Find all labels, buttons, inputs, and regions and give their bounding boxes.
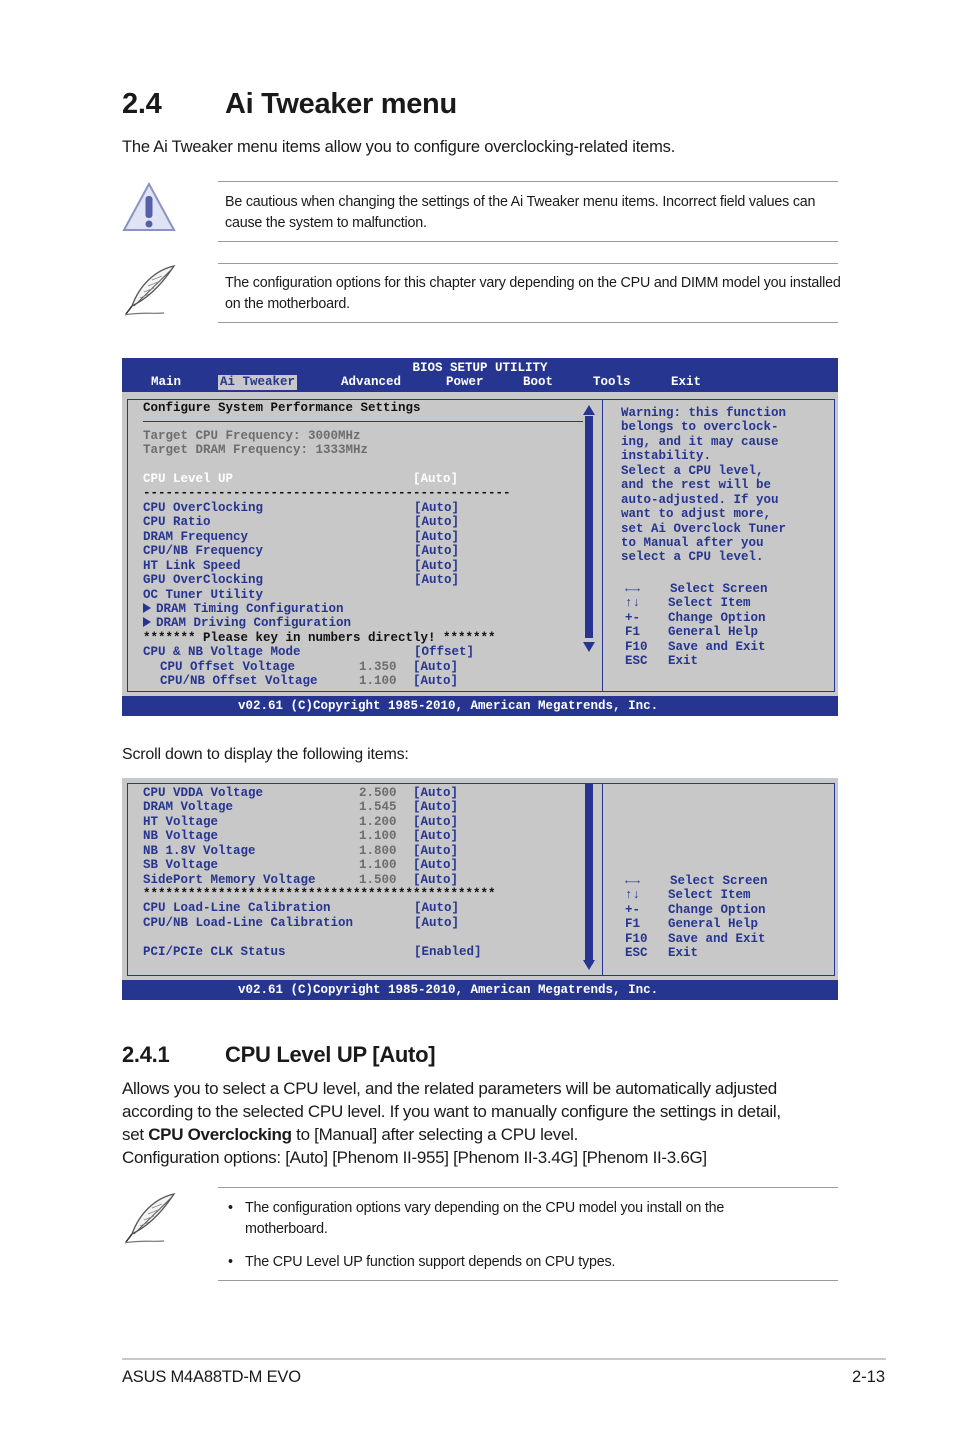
key-plus-minus: +- xyxy=(625,611,641,625)
help-line: instability. xyxy=(621,449,712,463)
cpu-load-line-value[interactable]: [Auto] xyxy=(414,901,460,915)
key-f1: F1 xyxy=(625,917,641,931)
key-desc: Select Item xyxy=(668,596,751,610)
submenu-dram-timing[interactable]: DRAM Timing Configuration xyxy=(143,602,344,617)
gpu-overclocking-label[interactable]: GPU OverClocking xyxy=(143,573,264,587)
key-desc: Save and Exit xyxy=(668,932,766,946)
dram-voltage-value[interactable]: [Auto] xyxy=(413,800,459,814)
bios-title: BIOS SETUP UTILITY xyxy=(412,361,548,375)
divider xyxy=(218,181,838,182)
panel-divider xyxy=(602,784,603,975)
help-line: select a CPU level. xyxy=(621,550,764,564)
help-line: want to adjust more, xyxy=(621,507,772,521)
cpu-ratio-label[interactable]: CPU Ratio xyxy=(143,515,211,529)
key-desc: Select Screen xyxy=(670,874,768,888)
submenu-dram-driving[interactable]: DRAM Driving Configuration xyxy=(143,616,351,631)
key-esc: ESC xyxy=(625,654,648,668)
cpu-nb-offset-voltage-label[interactable]: CPU/NB Offset Voltage xyxy=(160,674,318,688)
voltage-mode-value[interactable]: [Offset] xyxy=(414,645,475,659)
intro-text: The Ai Tweaker menu items allow you to configure overclocking-related items. xyxy=(122,138,676,156)
help-line: ing, and it may cause xyxy=(621,435,779,449)
stars-separator: *********************************************** xyxy=(143,887,496,901)
key-f10: F10 xyxy=(625,932,648,946)
panel-divider xyxy=(602,400,603,691)
sb-voltage-label[interactable]: SB Voltage xyxy=(143,858,219,872)
dram-voltage-label[interactable]: DRAM Voltage xyxy=(143,800,234,814)
config-note: The configuration options for this chapter vary depending on the CPU and DIMM model you installed on the motherboard. xyxy=(225,275,841,312)
bios-screen-1 xyxy=(122,358,838,716)
divider xyxy=(218,263,838,264)
help-line: to Manual after you xyxy=(621,536,764,550)
key-arrows-lr: ←→ xyxy=(625,582,641,596)
scroll-up-icon[interactable] xyxy=(583,405,595,415)
heading-rule xyxy=(143,421,583,422)
pci-clk-status-value[interactable]: [Enabled] xyxy=(414,945,482,959)
cpu-ratio-value[interactable]: [Auto] xyxy=(414,515,460,529)
sideport-memory-voltage-num: 1.500 xyxy=(359,873,397,887)
key-arrows-ud: ↑↓ xyxy=(625,596,641,610)
sideport-memory-voltage-value[interactable]: [Auto] xyxy=(413,873,459,887)
tab-main[interactable]: Main xyxy=(151,375,182,389)
key-plus-minus: +- xyxy=(625,903,641,917)
scroll-instruction: Scroll down to display the following items: xyxy=(122,746,409,763)
tab-exit[interactable]: Exit xyxy=(671,375,702,389)
bios-heading: Configure System Performance Settings xyxy=(143,401,421,415)
key-desc: General Help xyxy=(668,917,759,931)
dram-frequency-label[interactable]: DRAM Frequency xyxy=(143,530,249,544)
oc-tuner-utility[interactable]: OC Tuner Utility xyxy=(143,588,264,602)
footer-rule xyxy=(122,1358,886,1360)
cpu-nb-frequency-value[interactable]: [Auto] xyxy=(414,544,460,558)
bullet-dot: • xyxy=(228,1200,233,1216)
pci-clk-status-label[interactable]: PCI/PCIe CLK Status xyxy=(143,945,286,959)
dram-voltage-num: 1.545 xyxy=(359,800,397,814)
section-title xyxy=(122,88,457,121)
bullet-text: The configuration options vary depending on the CPU model you install on the motherboard. xyxy=(245,1200,725,1237)
cpu-nb-offset-voltage-value[interactable]: [Auto] xyxy=(413,674,459,688)
cpu-level-up-value[interactable]: [Auto] xyxy=(413,472,459,486)
ht-voltage-num: 1.200 xyxy=(359,815,397,829)
cpu-offset-voltage-label[interactable]: CPU Offset Voltage xyxy=(160,660,296,674)
key-f1: F1 xyxy=(625,625,641,639)
cpu-vdda-voltage-num: 2.500 xyxy=(359,786,397,800)
paragraph-line: Allows you to select a CPU level, and the related parameters will be automatically adjusted xyxy=(122,1079,777,1098)
divider xyxy=(218,1280,838,1281)
help-line: Warning: this function xyxy=(621,406,787,420)
key-arrows-lr: ←→ xyxy=(625,874,641,888)
cpu-vdda-voltage-value[interactable]: [Auto] xyxy=(413,786,459,800)
section-title-text: Ai Tweaker menu xyxy=(225,88,457,120)
gpu-overclocking-value[interactable]: [Auto] xyxy=(414,573,460,587)
scrollbar-thumb[interactable] xyxy=(585,784,593,964)
paragraph-line: according to the selected CPU level. If you want to manually configure the settings in detail, xyxy=(122,1102,781,1121)
key-desc: Select Item xyxy=(668,888,751,902)
bullet-text: The CPU Level UP function support depends on CPU types. xyxy=(245,1254,616,1270)
key-desc: Change Option xyxy=(668,611,766,625)
submenu-arrow-icon xyxy=(143,617,151,627)
cpu-vdda-voltage-label[interactable]: CPU VDDA Voltage xyxy=(143,786,264,800)
bullet-dot: • xyxy=(228,1254,233,1270)
help-line: belongs to overclock- xyxy=(621,420,779,434)
cpu-offset-voltage-value[interactable]: [Auto] xyxy=(413,660,459,674)
config-options-line: Configuration options: [Auto] [Phenom II-955] [Phenom II-3.4G] [Phenom II-3.6G] xyxy=(122,1148,707,1167)
tab-tools[interactable]: Tools xyxy=(593,375,631,389)
nb-voltage-value[interactable]: [Auto] xyxy=(413,829,459,843)
bios-copyright-bar xyxy=(122,696,838,716)
tab-power[interactable]: Power xyxy=(446,375,484,389)
help-line: and the rest will be xyxy=(621,478,772,492)
key-desc: Exit xyxy=(668,946,699,960)
tab-ai-tweaker[interactable]: Ai Tweaker xyxy=(220,375,296,389)
scroll-down-icon[interactable] xyxy=(583,960,595,970)
cpu-nb-load-line-label[interactable]: CPU/NB Load-Line Calibration xyxy=(143,916,354,930)
scroll-down-icon[interactable] xyxy=(583,642,595,652)
cpu-nb-load-line-value[interactable]: [Auto] xyxy=(414,916,460,930)
submenu-arrow-icon xyxy=(143,603,151,613)
divider xyxy=(218,322,838,323)
cpu-overclocking-bold: CPU Overclocking xyxy=(148,1125,292,1144)
warning-icon xyxy=(122,182,176,232)
key-desc: Change Option xyxy=(668,903,766,917)
tab-advanced[interactable]: Advanced xyxy=(341,375,402,389)
caution-note: Be cautious when changing the settings of the Ai Tweaker menu items. Incorrect field values can cause the system to malfunction. xyxy=(225,194,816,231)
cpu-level-up-label[interactable]: CPU Level UP xyxy=(143,472,234,486)
key-f10: F10 xyxy=(625,640,648,654)
key-in-message: ******* Please key in numbers directly! ******* xyxy=(143,631,496,645)
help-line: Select a CPU level, xyxy=(621,464,764,478)
cpu-overclocking-label[interactable]: CPU OverClocking xyxy=(143,501,264,515)
help-line: set Ai Overclock Tuner xyxy=(621,522,787,536)
key-desc: Select Screen xyxy=(670,582,768,596)
separator: ------------------------------------------------- xyxy=(143,486,511,500)
ht-link-speed-label[interactable]: HT Link Speed xyxy=(143,559,241,573)
footer-product: ASUS M4A88TD-M EVO xyxy=(122,1368,301,1386)
target-dram-frequency: Target DRAM Frequency: 1333MHz xyxy=(143,443,369,457)
target-cpu-frequency: Target CPU Frequency: 3000MHz xyxy=(143,429,361,443)
cpu-overclocking-value[interactable]: [Auto] xyxy=(414,501,460,515)
tab-boot[interactable]: Boot xyxy=(523,375,554,389)
cpu-offset-voltage-num: 1.350 xyxy=(359,660,397,674)
dram-frequency-value[interactable]: [Auto] xyxy=(414,530,460,544)
copyright-text: v02.61 (C)Copyright 1985-2010, American Megatrends, Inc. xyxy=(238,699,659,713)
nb-18v-voltage-label[interactable]: NB 1.8V Voltage xyxy=(143,844,256,858)
nb-18v-voltage-value[interactable]: [Auto] xyxy=(413,844,459,858)
help-line: auto-adjusted. If you xyxy=(621,493,779,507)
ht-voltage-label[interactable]: HT Voltage xyxy=(143,815,219,829)
ht-voltage-value[interactable]: [Auto] xyxy=(413,815,459,829)
cpu-load-line-label[interactable]: CPU Load-Line Calibration xyxy=(143,901,331,915)
copyright-text: v02.61 (C)Copyright 1985-2010, American Megatrends, Inc. xyxy=(238,983,659,997)
bios-screen-2 xyxy=(122,778,838,1000)
sb-voltage-num: 1.100 xyxy=(359,858,397,872)
divider xyxy=(218,241,838,242)
key-desc: Exit xyxy=(668,654,699,668)
cpu-nb-frequency-label[interactable]: CPU/NB Frequency xyxy=(143,544,264,558)
key-arrows-ud: ↑↓ xyxy=(625,888,641,902)
sb-voltage-value[interactable]: [Auto] xyxy=(413,858,459,872)
nb-voltage-label[interactable]: NB Voltage xyxy=(143,829,219,843)
bios-copyright-bar xyxy=(122,980,838,1000)
divider xyxy=(218,1187,838,1188)
ht-link-speed-value[interactable]: [Auto] xyxy=(414,559,460,573)
subsection-title-text: CPU Level UP [Auto] xyxy=(225,1042,436,1067)
voltage-mode-label[interactable]: CPU & NB Voltage Mode xyxy=(143,645,301,659)
key-desc: General Help xyxy=(668,625,759,639)
cpu-nb-offset-voltage-num: 1.100 xyxy=(359,674,397,688)
bios-menu-bar xyxy=(122,358,838,392)
sideport-memory-voltage-label[interactable]: SidePort Memory Voltage xyxy=(143,873,316,887)
feather-pen-icon xyxy=(122,262,180,318)
footer-page-number: 2-13 xyxy=(852,1368,886,1386)
subsection-title xyxy=(122,1042,435,1068)
key-desc: Save and Exit xyxy=(668,640,766,654)
nb-18v-voltage-num: 1.800 xyxy=(359,844,397,858)
paragraph-line: set CPU Overclocking to [Manual] after selecting a CPU level. xyxy=(122,1125,579,1144)
scrollbar-thumb[interactable] xyxy=(585,416,593,638)
key-esc: ESC xyxy=(625,946,648,960)
section-number: 2.4 xyxy=(122,88,162,120)
nb-voltage-num: 1.100 xyxy=(359,829,397,843)
feather-pen-icon xyxy=(122,1190,180,1246)
subsection-number: 2.4.1 xyxy=(122,1042,170,1067)
